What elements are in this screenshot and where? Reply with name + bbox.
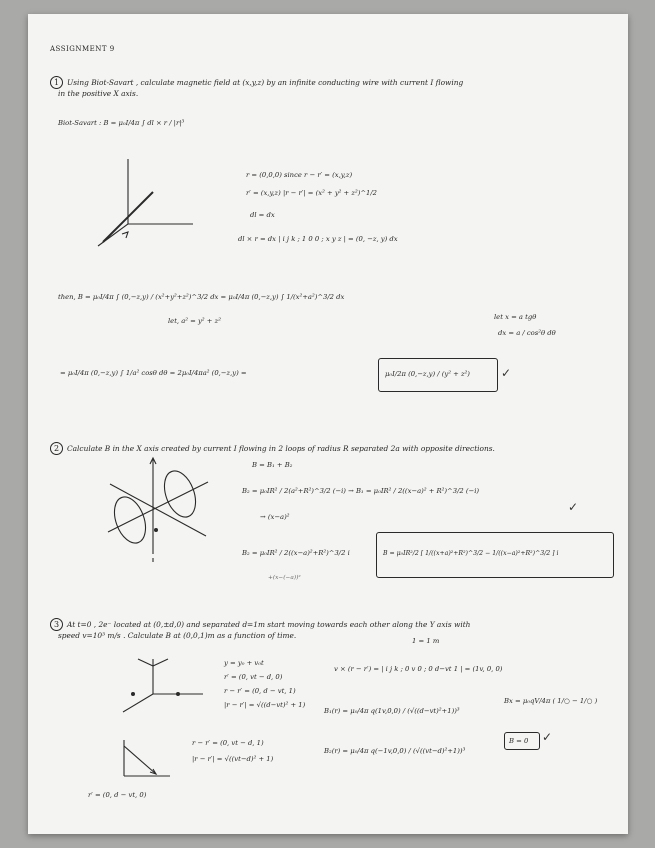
- p3-electrons-sketch: [108, 654, 208, 714]
- p1-answer-box: [378, 358, 498, 392]
- problem-1-number: 1: [50, 76, 63, 89]
- problem-2-number: 2: [50, 442, 63, 455]
- p1-integral-result: = μ₀I/4π (0,−z,y) ∫ 1/a² cosθ dθ = 2μ₀I/4πa² (0,−z,y) =: [60, 369, 247, 377]
- p3-position-eq: y = y₀ + v₀t: [224, 659, 264, 667]
- handwritten-page: [28, 14, 628, 834]
- p2-superposition: B = B₁ + B₂: [252, 461, 293, 469]
- p3-field-electron-2: B₂(r) = μ₀/4π q(−1v,0,0) / (√((vt−d)²+1))³: [324, 747, 466, 755]
- problem-3-q-line-1: At t=0 , 2e⁻ located at (0,±d,0) and separated d=1m start moving towards each other along the Y axis with: [67, 620, 471, 629]
- p1-distance-magnitude: r′ = (x,y,z) |r − r′| = (x² + y² + z²)^1/2: [246, 189, 377, 197]
- p1-cross-product: dl × r = dx | i j k ; 1 0 0 ; x y z | = (0, −z, y) dx: [238, 235, 398, 243]
- problem-1-q-line-1: Using Biot-Savart , calculate magnetic field at (x,y,z) by an infinite conducting wire with current I flowing: [67, 78, 464, 87]
- problem-1-q-line-2: in the positive X axis.: [58, 89, 139, 98]
- p2-substitution-note-1: → (x−a)²: [260, 513, 290, 521]
- p3-distance-1: |r − r′| = √((d−vt)² + 1): [224, 701, 306, 709]
- p3-distance-2: |r − r′| = √((vt−d)² + 1): [192, 755, 274, 763]
- p1-substitution-a: let, a² = y² + z²: [168, 317, 221, 325]
- p3-field-x-expression: Bx = μ₀qV/4π ( 1/○ − 1/○ ): [504, 697, 598, 705]
- problem-3-q-line-2: speed v=10³ m/s . Calculate B at (0,0,1)m as a function of time.: [58, 631, 297, 640]
- problem-3-statement: [50, 618, 470, 631]
- p1-check-mark: ✓: [501, 366, 512, 380]
- p3-check-mark: ✓: [542, 730, 553, 744]
- p2-check-mark: ✓: [568, 500, 579, 514]
- p2-substitution-note-2: +(x−(−a))²: [268, 575, 301, 581]
- p3-v-cross-product: v × (r − r′) = | i j k ; 0 v 0 ; 0 d−vt 1 | = (1v, 0, 0): [334, 665, 503, 673]
- assignment-title: ASSIGNMENT 9: [50, 45, 115, 53]
- p2-answer: B = μ₀IR²/2 [ 1/((x+a)²+R²)^3/2 − 1/((x−a)²+R²)^3/2 ] i: [383, 550, 559, 557]
- p3-field-electron-1: B₁(r) = μ₀/4π q(1v,0,0) / (√((d−vt)²+1))³: [324, 707, 460, 715]
- p3-answer: B = 0: [509, 737, 529, 745]
- p2-two-loops-sketch: [98, 454, 218, 564]
- p1-wire-axes-sketch: [88, 154, 198, 254]
- p3-unit-note: 1 = 1 m: [412, 637, 440, 645]
- p3-r-minus-r-prime-1: r − r′ = (0, d − vt, 1): [224, 687, 296, 695]
- p3-r-prime-1: r′ = (0, vt − d, 0): [224, 673, 283, 681]
- p1-substitution-x: let x = a tgθ: [494, 313, 537, 321]
- p1-dl: dl = dx: [250, 211, 275, 219]
- p2-loop-2-field: B₂ = μ₀IR² / 2((x−a)²+R²)^3/2 i: [242, 549, 350, 557]
- problem-3-number: 3: [50, 618, 63, 631]
- p1-answer: μ₀I/2π (0,−z,y) / (y² + z²): [385, 370, 470, 378]
- p3-vector-sketch: [104, 736, 174, 782]
- p1-biot-savart-law: Biot-Savart : B = μ₀I/4π ∫ dl × r / |r|³: [58, 119, 185, 127]
- p3-answer-box: [504, 732, 540, 750]
- p3-r-minus-r-prime-2: r − r′ = (0, vt − d, 1): [192, 739, 264, 747]
- p2-answer-box: [376, 532, 614, 578]
- p1-substitution-dx: dx = a / cos²θ dθ: [498, 329, 556, 337]
- p1-integral-setup: then, B = μ₀I/4π ∫ (0,−z,y) / (x²+y²+z²)^3/2 dx = μ₀I/4π (0,−z,y) ∫ 1/(x²+a²)^3/2 dx: [58, 293, 345, 301]
- p1-position-vectors: r = (0,0,0) since r − r′ = (x,y,z): [246, 171, 353, 179]
- problem-1-statement: [50, 76, 463, 89]
- problem-2-q-line-1: Calculate B in the X axis created by current I flowing in 2 loops of radius R separated 2a with opposite directions.: [67, 444, 495, 453]
- p2-loop-fields: B₂ = μ₀IR² / 2(a²+R²)^3/2 (−i) → B₁ = μ₀IR² / 2((x−a)² + R²)^3/2 (−i): [242, 487, 480, 495]
- p3-r-prime-2: r′ = (0, d − vt, 0): [88, 791, 147, 799]
